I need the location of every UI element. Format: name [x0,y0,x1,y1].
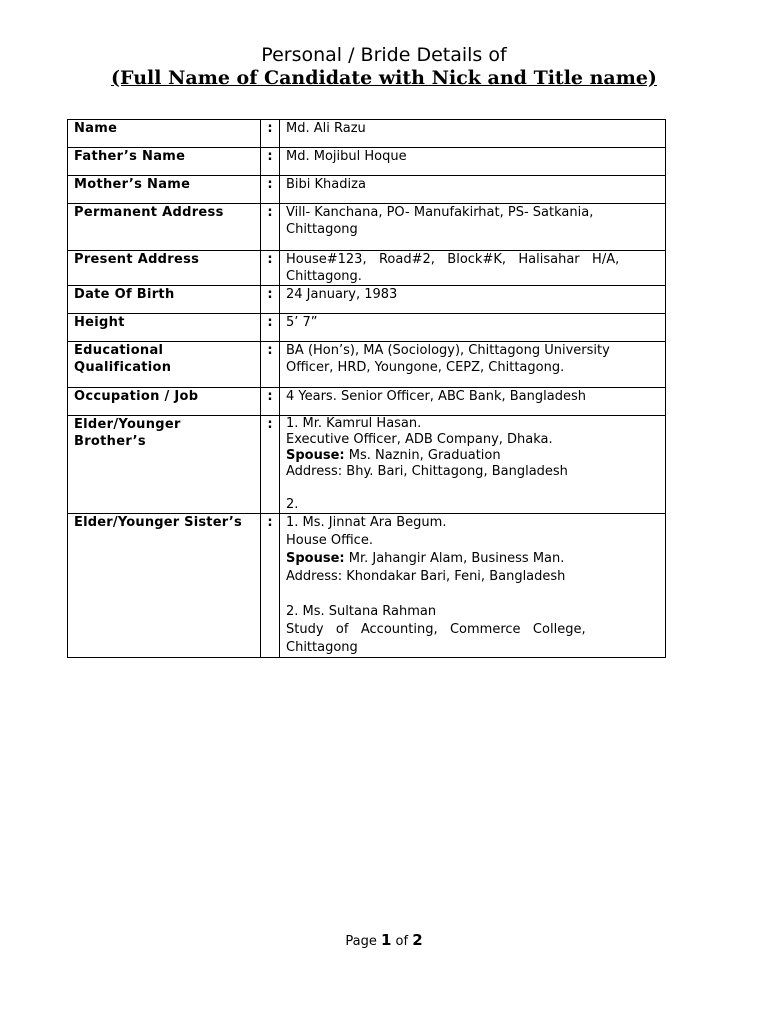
brother-spouse [286,448,659,464]
page-total: 2 [412,931,423,949]
spouse-label: Spouse: [286,448,345,463]
table-row [68,176,666,204]
row-value-education [280,342,666,388]
address-line: Vill- Kanchana, PO- Manufakirhat, PS- Satkania, [286,205,594,220]
row-label-mother: Mother’s Name [68,176,261,204]
document-subtitle: (Full Name of Candidate with Nick and Title name) [111,67,657,89]
brother-job: Executive Officer, ADB Company, Dhaka. [286,432,553,447]
separator: : [261,176,280,204]
of-word: of [391,934,413,949]
row-value-present-address [280,251,666,286]
row-value-mother: Bibi Khadiza [280,176,666,204]
separator: : [261,204,280,251]
table-row [68,514,666,658]
value-line: BA (Hon’s), MA (Sociology), Chittagong University [286,343,610,358]
table-row [68,148,666,176]
sister-detail: Study of Accounting, Commerce College, [286,622,586,637]
row-value-permanent-address [280,204,666,251]
separator: : [261,286,280,314]
address-line: Chittagong [286,222,358,237]
table-row [68,314,666,342]
spouse-label: Spouse: [286,551,345,566]
row-value-occupation: 4 Years. Senior Officer, ABC Bank, Bangladesh [280,388,666,416]
row-value-sisters [280,514,666,658]
separator: : [261,342,280,388]
page-word: Page [345,934,381,949]
row-label-father: Father’s Name [68,148,261,176]
spouse-value: Mr. Jahangir Alam, Business Man. [344,551,565,566]
label-line: Elder/Younger [74,417,181,432]
sister-name: 2. Ms. Sultana Rahman [286,604,437,619]
row-value-date-of-birth: 24 January, 1983 [280,286,666,314]
address-line: House#123, Road#2, Block#K, Halisahar H/A, [286,252,620,267]
separator: : [261,416,280,514]
document-title: Personal / Bride Details of [261,44,507,66]
table-row [68,120,666,148]
row-label-brothers [68,416,261,514]
row-label-height: Height [68,314,261,342]
row-label-present-address: Present Address [68,251,261,286]
brother-name: 1. Mr. Kamrul Hasan. [286,416,422,431]
row-value-name: Md. Ali Razu [280,120,666,148]
row-label-name: Name [68,120,261,148]
page-number: 1 [380,931,392,949]
sister-spouse [286,550,659,568]
table-row [68,251,666,286]
table-row [68,342,666,388]
label-line: Brother’s [74,434,146,449]
row-label-permanent-address: Permanent Address [68,204,261,251]
address-line: Chittagong. [286,269,362,284]
details-table [67,119,666,658]
table-row [68,388,666,416]
separator: : [261,251,280,286]
value-line: Officer, HRD, Youngone, CEPZ, Chittagong. [286,360,565,375]
separator: : [261,514,280,658]
spouse-value: Ms. Naznin, Graduation [344,448,501,463]
row-value-father: Md. Mojibul Hoque [280,148,666,176]
row-label-date-of-birth: Date Of Birth [68,286,261,314]
sister-job: House Office. [286,533,373,548]
sister-address: Address: Khondakar Bari, Feni, Bangladesh [286,569,566,584]
row-label-sisters: Elder/Younger Sister’s [68,514,261,658]
separator: : [261,314,280,342]
separator: : [261,388,280,416]
sister-detail: Chittagong [286,640,358,655]
row-label-occupation: Occupation / Job [68,388,261,416]
row-value-brothers [280,416,666,514]
separator: : [261,120,280,148]
label-line: Educational [74,343,164,358]
brother-address: Address: Bhy. Bari, Chittagong, Bangladesh [286,464,568,479]
brother-name: 2. [286,497,299,512]
sister-name: 1. Ms. Jinnat Ara Begum. [286,515,447,530]
table-row [68,416,666,514]
label-line: Qualification [74,360,172,375]
page-footer [0,931,768,949]
table-row [68,286,666,314]
separator: : [261,148,280,176]
table-row [68,204,666,251]
row-value-height: 5’ 7” [280,314,666,342]
row-label-education [68,342,261,388]
